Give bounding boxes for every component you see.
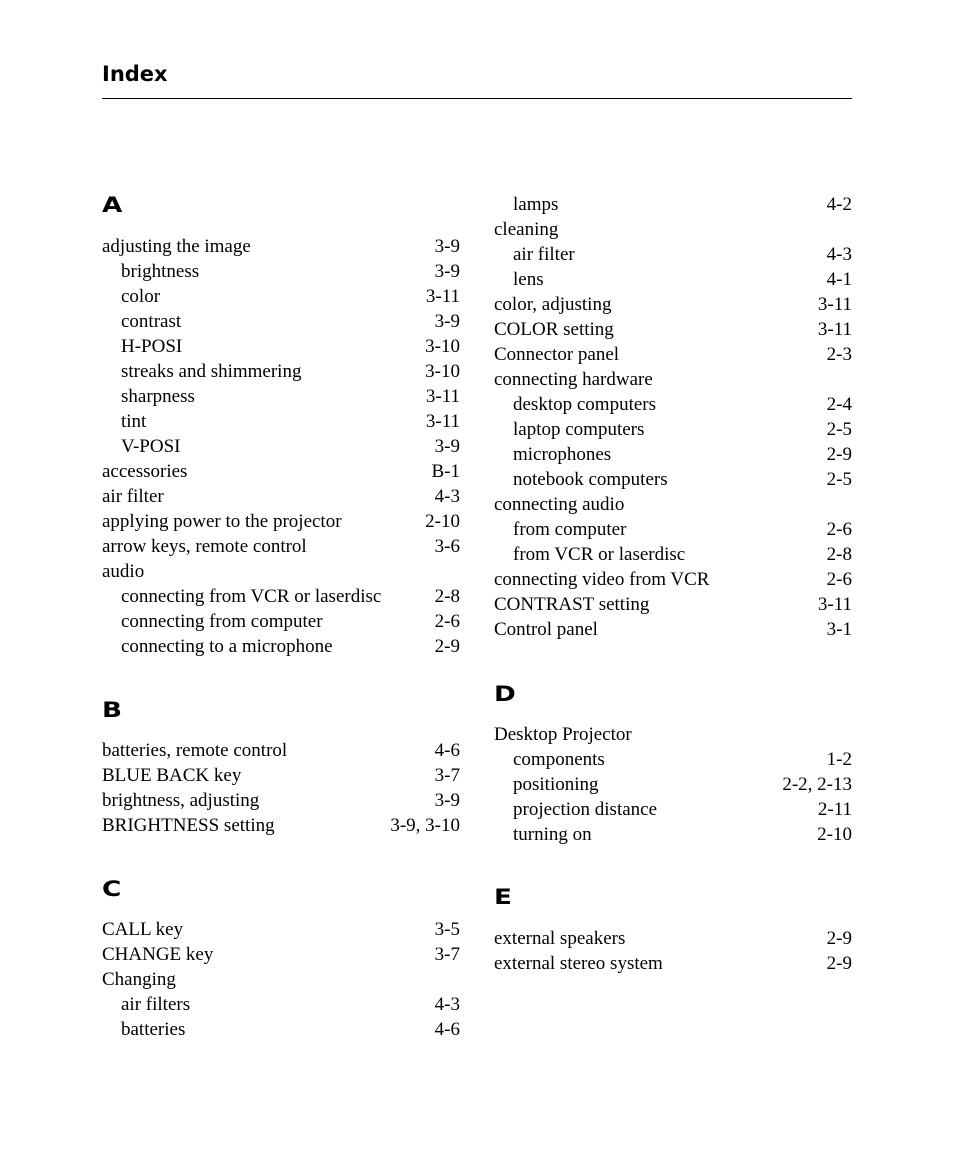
index-page-ref: 3-7 bbox=[434, 944, 460, 965]
index-subentry bbox=[102, 409, 460, 434]
index-term: sharpness bbox=[121, 386, 195, 407]
index-page-ref: 4-6 bbox=[434, 1019, 460, 1040]
index-entry bbox=[102, 813, 460, 838]
index-term: tint bbox=[121, 411, 147, 432]
index-term: adjusting the image bbox=[102, 236, 251, 257]
index-term: air filters bbox=[121, 994, 191, 1015]
index-term: connecting to a microphone bbox=[121, 636, 333, 657]
index-entry bbox=[494, 567, 852, 592]
index-page-ref: 1-2 bbox=[826, 749, 852, 770]
index-term: audio bbox=[102, 561, 145, 582]
index-term: external speakers bbox=[494, 928, 626, 949]
index-term: air filter bbox=[102, 486, 164, 507]
section-letter: A bbox=[102, 193, 123, 217]
page-header bbox=[102, 60, 852, 99]
index-subentry bbox=[494, 267, 852, 292]
index-page-ref: 2-3 bbox=[826, 344, 852, 365]
index-term: Changing bbox=[102, 969, 176, 990]
index-page-ref: 3-11 bbox=[817, 319, 852, 340]
index-page-ref: 4-2 bbox=[826, 194, 852, 215]
index-term: accessories bbox=[102, 461, 188, 482]
index-subentry bbox=[102, 384, 460, 409]
index-entry bbox=[494, 951, 852, 976]
index-subentry bbox=[102, 609, 460, 634]
index-term: color, adjusting bbox=[494, 294, 612, 315]
index-page-ref: 3-6 bbox=[434, 536, 460, 557]
index-page-ref: 2-4 bbox=[826, 394, 852, 415]
index-subentry bbox=[102, 434, 460, 459]
index-entry bbox=[102, 509, 460, 534]
index-term: arrow keys, remote control bbox=[102, 536, 307, 557]
index-entry bbox=[102, 967, 460, 992]
index-entry bbox=[102, 484, 460, 509]
index-page-ref: 3-11 bbox=[817, 594, 852, 615]
section-letter: B bbox=[102, 698, 123, 722]
index-page-ref: 2-6 bbox=[826, 519, 852, 540]
index-entry bbox=[494, 217, 852, 242]
index-term: from computer bbox=[513, 519, 627, 540]
index-page-ref: 3-5 bbox=[434, 919, 460, 940]
index-entry bbox=[102, 942, 460, 967]
index-term: V-POSI bbox=[121, 436, 181, 457]
index-entry bbox=[494, 367, 852, 392]
index-term: turning on bbox=[513, 824, 592, 845]
index-term: Connector panel bbox=[494, 344, 620, 365]
index-term: cleaning bbox=[494, 219, 559, 240]
index-term: microphones bbox=[513, 444, 612, 465]
index-term: connecting audio bbox=[494, 494, 625, 515]
index-term: projection distance bbox=[513, 799, 658, 820]
index-term: positioning bbox=[513, 774, 599, 795]
index-entry bbox=[494, 926, 852, 951]
index-page-ref: 3-9 bbox=[434, 236, 460, 257]
index-entry bbox=[494, 722, 852, 747]
index-term: Control panel bbox=[494, 619, 598, 640]
index-term: contrast bbox=[121, 311, 182, 332]
index-subentry bbox=[102, 634, 460, 659]
index-term: external stereo system bbox=[494, 953, 663, 974]
index-page-ref: 3-9 bbox=[434, 311, 460, 332]
index-term: batteries, remote control bbox=[102, 740, 288, 761]
index-term: applying power to the projector bbox=[102, 511, 342, 532]
index-page-ref: 2-6 bbox=[826, 569, 852, 590]
index-term: H-POSI bbox=[121, 336, 183, 357]
index-entry bbox=[494, 492, 852, 517]
index-entry bbox=[102, 788, 460, 813]
index-subentry bbox=[102, 584, 460, 609]
index-page-ref: 3-9 bbox=[434, 790, 460, 811]
index-page-ref: 3-7 bbox=[434, 765, 460, 786]
index-page-ref: 2-10 bbox=[425, 511, 460, 532]
index-term: batteries bbox=[121, 1019, 186, 1040]
index-term: connecting from VCR or laserdisc bbox=[121, 586, 382, 607]
index-term: streaks and shimmering bbox=[121, 361, 302, 382]
index-term: BRIGHTNESS setting bbox=[102, 815, 275, 836]
index-term: from VCR or laserdisc bbox=[513, 544, 686, 565]
index-term: brightness bbox=[121, 261, 200, 282]
index-page-ref: 2-11 bbox=[817, 799, 852, 820]
index-page-ref: 3-9 bbox=[434, 261, 460, 282]
section-letter: E bbox=[494, 885, 512, 909]
index-page-ref: 4-3 bbox=[826, 244, 852, 265]
index-term: brightness, adjusting bbox=[102, 790, 260, 811]
index-subentry bbox=[494, 242, 852, 267]
index-term: CHANGE key bbox=[102, 944, 214, 965]
index-subentry bbox=[494, 772, 852, 797]
index-page-ref: 4-6 bbox=[434, 740, 460, 761]
index-term: components bbox=[513, 749, 605, 770]
index-page-ref: 3-11 bbox=[817, 294, 852, 315]
index-page-ref: 2-9 bbox=[826, 953, 852, 974]
index-subentry bbox=[102, 359, 460, 384]
index-entry bbox=[494, 292, 852, 317]
index-entry bbox=[102, 738, 460, 763]
index-page-ref: 3-11 bbox=[425, 411, 460, 432]
index-subentry bbox=[494, 442, 852, 467]
index-subentry bbox=[102, 992, 460, 1017]
index-term: CALL key bbox=[102, 919, 184, 940]
index-page-ref: 2-8 bbox=[826, 544, 852, 565]
index-page-ref: 3-10 bbox=[425, 361, 460, 382]
section-letter: C bbox=[102, 877, 122, 901]
index-subentry bbox=[102, 309, 460, 334]
index-page-ref: 2-5 bbox=[826, 469, 852, 490]
index-subentry bbox=[494, 192, 852, 217]
index-subentry bbox=[102, 259, 460, 284]
index-subentry bbox=[494, 392, 852, 417]
index-subentry bbox=[494, 467, 852, 492]
index-term: connecting from computer bbox=[121, 611, 323, 632]
index-page-ref: 2-8 bbox=[434, 586, 460, 607]
index-term: color bbox=[121, 286, 161, 307]
index-page-ref: 3-10 bbox=[425, 336, 460, 357]
index-entry bbox=[102, 459, 460, 484]
index-entry bbox=[102, 234, 460, 259]
index-entry bbox=[494, 317, 852, 342]
index-term: laptop computers bbox=[513, 419, 645, 440]
index-term: desktop computers bbox=[513, 394, 657, 415]
index-entry bbox=[102, 534, 460, 559]
index-term: Desktop Projector bbox=[494, 724, 632, 745]
index-term: lamps bbox=[513, 194, 559, 215]
index-term: CONTRAST setting bbox=[494, 594, 650, 615]
index-page-ref: B-1 bbox=[431, 461, 460, 482]
index-page-ref: 4-3 bbox=[434, 994, 460, 1015]
index-page-ref: 2-6 bbox=[434, 611, 460, 632]
index-page-ref: 2-5 bbox=[826, 419, 852, 440]
index-subentry bbox=[494, 542, 852, 567]
index-page-ref: 3-11 bbox=[425, 386, 460, 407]
index-term: BLUE BACK key bbox=[102, 765, 242, 786]
index-term: connecting video from VCR bbox=[494, 569, 710, 590]
index-subentry bbox=[494, 747, 852, 772]
index-subentry bbox=[494, 417, 852, 442]
index-page-ref: 3-9, 3-10 bbox=[390, 815, 460, 836]
index-subentry bbox=[102, 284, 460, 309]
index-page-ref: 4-3 bbox=[434, 486, 460, 507]
index-term: air filter bbox=[513, 244, 575, 265]
index-page-ref: 3-11 bbox=[425, 286, 460, 307]
index-term: lens bbox=[513, 269, 544, 290]
index-entry bbox=[102, 917, 460, 942]
index-page-ref: 2-10 bbox=[817, 824, 852, 845]
index-entry bbox=[102, 559, 460, 584]
index-page-ref: 2-9 bbox=[826, 444, 852, 465]
index-subentry bbox=[494, 797, 852, 822]
index-term: notebook computers bbox=[513, 469, 668, 490]
index-entry bbox=[102, 763, 460, 788]
index-page-ref: 3-9 bbox=[434, 436, 460, 457]
page-title: Index bbox=[102, 62, 168, 86]
section-letter: D bbox=[494, 682, 516, 706]
index-subentry bbox=[494, 822, 852, 847]
index-entry bbox=[494, 592, 852, 617]
index-subentry bbox=[494, 517, 852, 542]
index-term: connecting hardware bbox=[494, 369, 653, 390]
index-page-ref: 2-2, 2-13 bbox=[782, 774, 852, 795]
index-term: COLOR setting bbox=[494, 319, 614, 340]
index-entry bbox=[494, 617, 852, 642]
index-subentry bbox=[102, 1017, 460, 1042]
index-page-ref: 2-9 bbox=[826, 928, 852, 949]
index-page-ref: 2-9 bbox=[434, 636, 460, 657]
index-page-ref: 3-1 bbox=[826, 619, 852, 640]
index-page-ref: 4-1 bbox=[826, 269, 852, 290]
index-subentry bbox=[102, 334, 460, 359]
index-entry bbox=[494, 342, 852, 367]
